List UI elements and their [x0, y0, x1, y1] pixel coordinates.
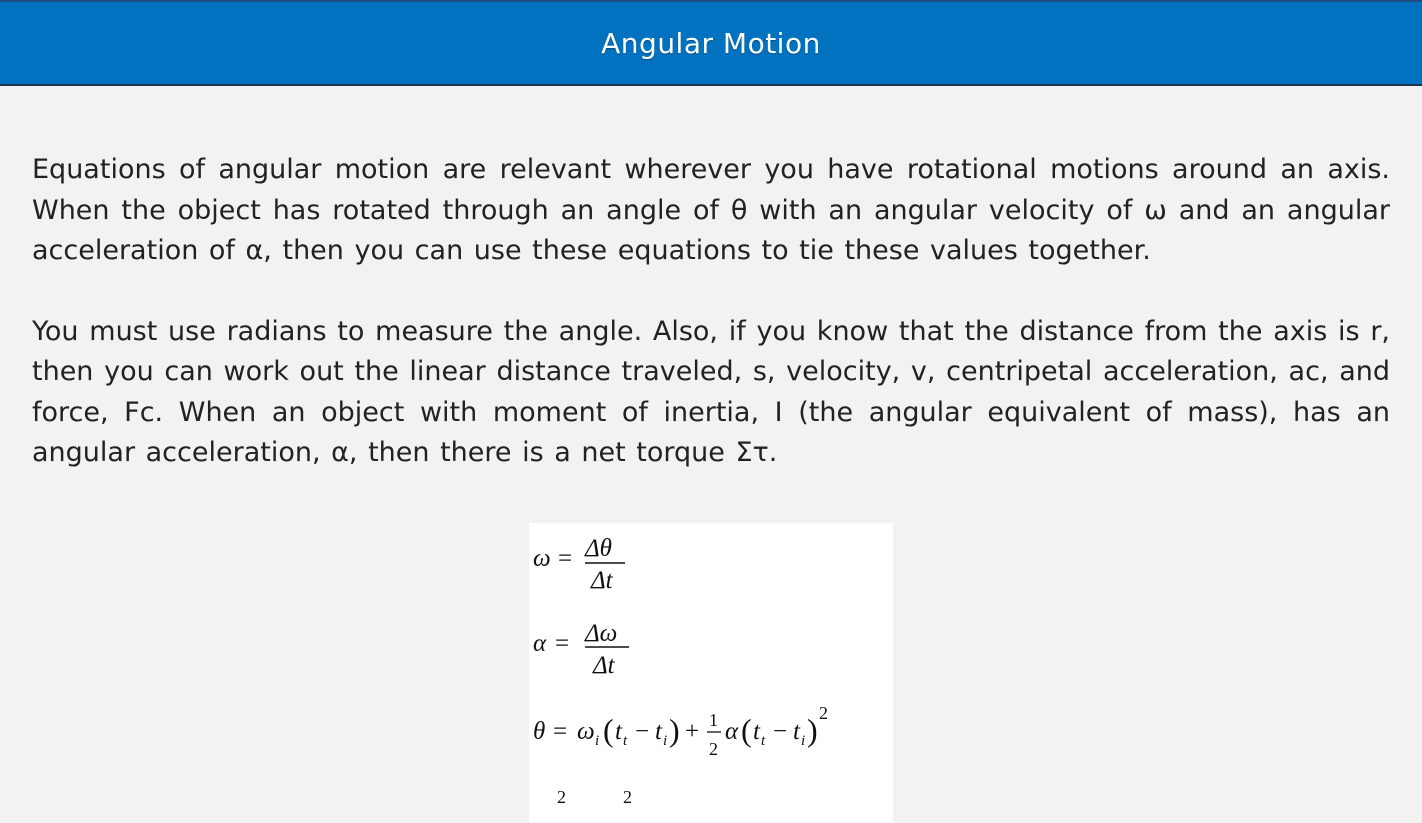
theta-equation [533, 703, 828, 759]
omega-equation [533, 535, 625, 594]
svg-text:i: i [663, 733, 668, 749]
omega-numerator: Δθ [585, 535, 612, 562]
svg-text:−: − [773, 718, 788, 745]
svg-text:): ) [669, 712, 680, 748]
paragraph-details: You must use radians to measure the angle. Also, if you know that the distance from the axis is r, then you can work out the linear distance traveled, s, velocity, v, centripetal acceleration, ac, and force, Fc. When an object with moment of inertia, I (the angular equivalent of mass), has an angular acceleration, α, then there is a net torque Στ. [32, 315, 1390, 468]
svg-text:α: α [725, 718, 739, 745]
formula-image [529, 523, 893, 823]
theta-symbol: θ [533, 718, 546, 745]
partial-equation [557, 787, 632, 807]
svg-text:2: 2 [557, 787, 566, 807]
svg-text:t: t [761, 733, 766, 749]
equals-sign: = [553, 718, 568, 745]
svg-text:−: − [635, 718, 650, 745]
paragraph-intro: Equations of angular motion are relevant wherever you have rotational motions around an axis. When the object has rotated through an angle of θ with an angular velocity of ω and an angular acceleration of α, then you can use these equations to tie these values together. [32, 154, 1390, 266]
formula-svg [529, 523, 893, 823]
omega-denominator: Δt [591, 567, 613, 594]
omega-symbol: ω [533, 545, 551, 572]
svg-text:+: + [685, 718, 700, 745]
page-title: Angular Motion [601, 26, 821, 60]
svg-text:(: ( [603, 712, 614, 748]
svg-text:i: i [595, 733, 600, 749]
app-bar [0, 0, 1422, 86]
svg-text:(: ( [741, 712, 752, 748]
equals-sign: = [558, 545, 573, 572]
omega-i: ω [577, 718, 595, 745]
alpha-numerator: Δω [585, 620, 618, 647]
svg-text:t: t [793, 718, 800, 745]
half-numerator: 1 [709, 710, 718, 730]
alpha-symbol: α [533, 630, 547, 657]
article-body [32, 150, 1390, 514]
svg-text:t: t [753, 718, 760, 745]
svg-text:2: 2 [623, 787, 632, 807]
alpha-denominator: Δt [593, 652, 615, 679]
equals-sign: = [555, 630, 570, 657]
alpha-equation [533, 620, 629, 679]
svg-text:t: t [623, 733, 628, 749]
svg-text:t: t [615, 718, 622, 745]
svg-text:i: i [801, 733, 806, 749]
exponent: 2 [819, 703, 828, 723]
half-denominator: 2 [709, 739, 718, 759]
svg-text:): ) [807, 712, 818, 748]
svg-text:t: t [655, 718, 662, 745]
